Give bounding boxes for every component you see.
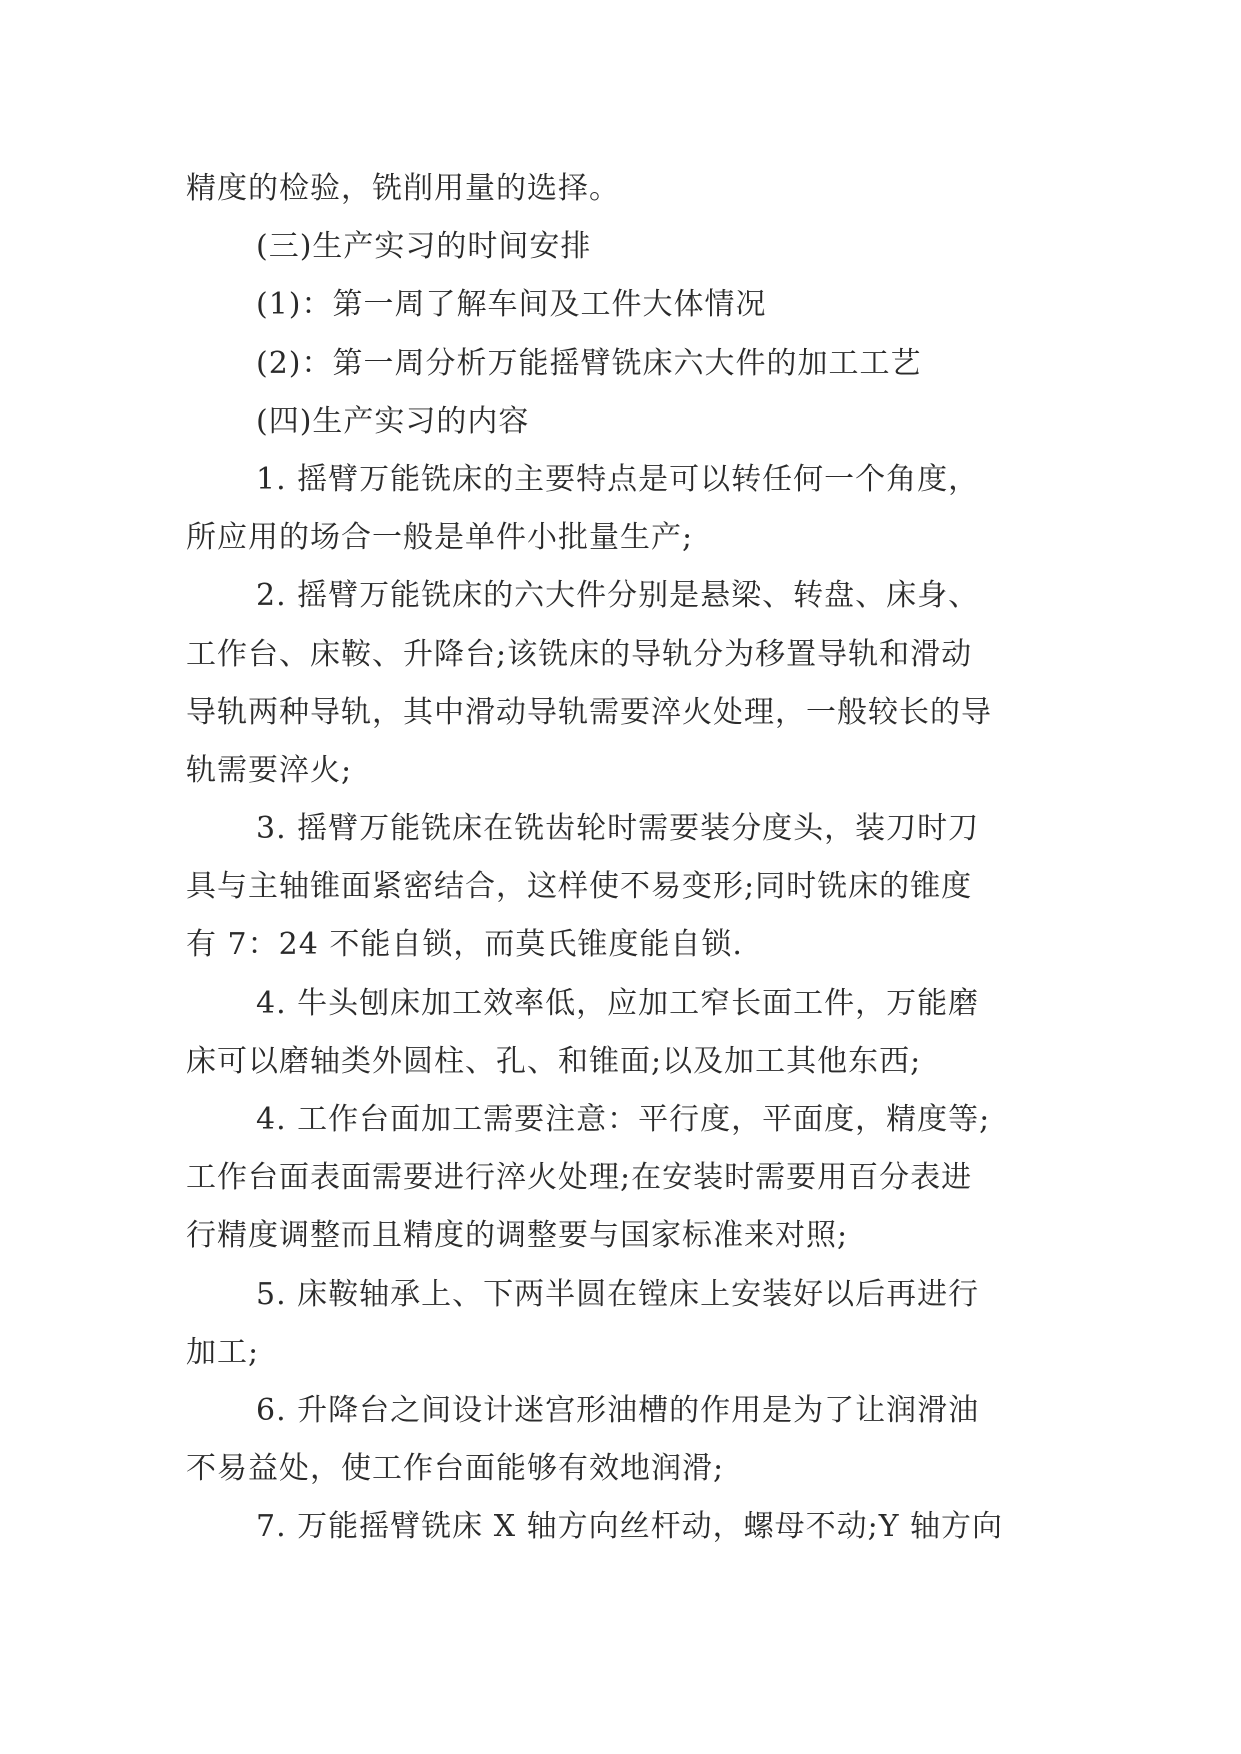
text-line: 7. 万能摇臂铣床 X 轴方向丝杆动，螺母不动;Y 轴方向 (256, 1509, 1004, 1545)
text-line: 工作台面表面需要进行淬火处理;在安装时需要用百分表进 (186, 1160, 973, 1196)
text-line: 6. 升降台之间设计迷宫形油槽的作用是为了让润滑油 (256, 1392, 980, 1428)
text-line: 5. 床鞍轴承上、下两半圆在镗床上安装好以后再进行 (256, 1276, 980, 1312)
text-line: 导轨两种导轨，其中滑动导轨需要淬火处理，一般较长的导 (186, 694, 992, 730)
text-line: 所应用的场合一般是单件小批量生产; (186, 520, 694, 556)
text-line: 精度的检验，铣削用量的选择。 (186, 171, 620, 206)
text-line: 轨需要淬火; (186, 752, 353, 788)
text-line: 床可以磨轴类外圆柱、孔、和锥面;以及加工其他东西; (186, 1043, 922, 1079)
text-line: 工作台、床鞍、升降台;该铣床的导轨分为移置导轨和滑动 (186, 636, 973, 672)
text-line: 具与主轴锥面紧密结合，这样使不易变形;同时铣床的锥度 (186, 869, 973, 905)
text-line: 3. 摇臂万能铣床在铣齿轮时需要装分度头，装刀时刀 (256, 811, 980, 847)
document-body (186, 160, 1056, 1557)
text-line: 不易益处，使工作台面能够有效地润滑; (186, 1451, 725, 1487)
text-line: (1)：第一周了解车间及工件大体情况 (256, 287, 767, 323)
text-line: 4. 牛头刨床加工效率低，应加工窄长面工件，万能磨 (256, 985, 980, 1021)
text-line: 行精度调整而且精度的调整要与国家标准来对照; (186, 1218, 849, 1254)
text-line: 2. 摇臂万能铣床的六大件分别是悬梁、转盘、床身、 (256, 578, 980, 614)
text-line: (2)：第一周分析万能摇臂铣床六大件的加工工艺 (256, 345, 922, 381)
text-line: 加工; (186, 1334, 260, 1370)
text-line: 4. 工作台面加工需要注意：平行度，平面度，精度等; (256, 1102, 991, 1137)
text-line: 1. 摇臂万能铣床的主要特点是可以转任何一个角度， (256, 461, 980, 497)
text-line: (三)生产实习的时间安排 (256, 229, 592, 265)
text-line: 有 7：24 不能自锁，而莫氏锥度能自锁. (186, 927, 743, 963)
text-line: (四)生产实习的内容 (256, 403, 530, 439)
